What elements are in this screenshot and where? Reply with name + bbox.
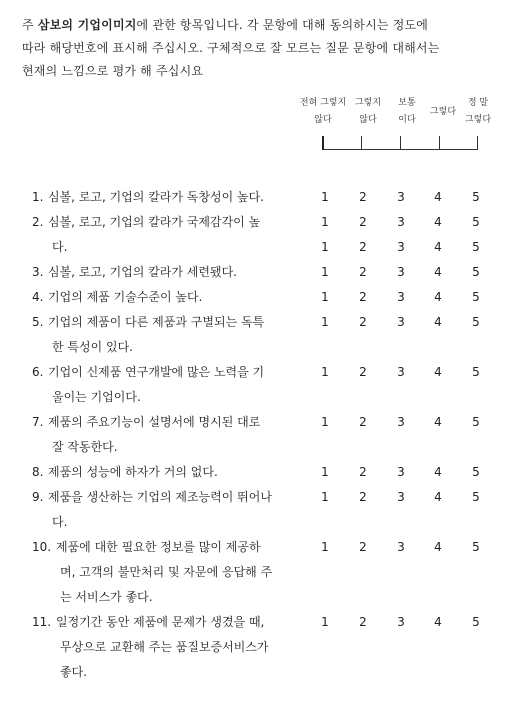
- rating-option[interactable]: 2: [359, 240, 367, 254]
- scale-header: [350, 95, 386, 129]
- scale-tick: [439, 136, 440, 150]
- question-number: 2.: [32, 215, 44, 229]
- rating-option[interactable]: 4: [434, 190, 442, 204]
- rating-option[interactable]: 4: [434, 265, 442, 279]
- instructions: [22, 14, 512, 83]
- rating-row: [0, 360, 526, 385]
- question-text: 다.: [52, 240, 68, 254]
- rating-row: [0, 210, 526, 235]
- rating-option[interactable]: 2: [359, 290, 367, 304]
- scale-header-line: 전혀 그렇지: [299, 98, 347, 108]
- rating-option[interactable]: 4: [434, 465, 442, 479]
- rating-option[interactable]: 5: [472, 265, 480, 279]
- rating-option[interactable]: 2: [359, 415, 367, 429]
- rating-option[interactable]: 3: [397, 240, 405, 254]
- question-text: 며, 고객의 불만처리 및 자문에 응답해 주: [60, 565, 273, 579]
- rating-option[interactable]: 1: [321, 540, 329, 554]
- rating-option[interactable]: 4: [434, 490, 442, 504]
- instructions-line-2: 따라 해당번호에 표시해 주십시오. 구체적으로 잘 모르는 질문 문항에 대해서는: [22, 41, 440, 55]
- question-text: 제품의 주요기능이 설명서에 명시된 대로: [48, 415, 261, 429]
- question-number: 3.: [32, 265, 44, 279]
- scale-header-line: 보통: [398, 98, 416, 108]
- rating-option[interactable]: 3: [397, 215, 405, 229]
- question-number: 11.: [32, 615, 52, 629]
- rating-row: [0, 285, 526, 310]
- scale-header-line: 않다: [359, 115, 377, 125]
- question-text: 심볼, 로고, 기업의 칼라가 독창성이 높다.: [48, 190, 264, 204]
- rating-option[interactable]: 2: [359, 615, 367, 629]
- rating-option[interactable]: 3: [397, 540, 405, 554]
- question-text: 기업이 신제품 연구개발에 많은 노력을 기: [48, 365, 265, 379]
- scale-header: [389, 95, 425, 129]
- scale-tick: [322, 136, 324, 150]
- question-number: 10.: [32, 540, 52, 554]
- scale-header-line: 않다: [314, 115, 332, 125]
- rating-option[interactable]: 1: [321, 215, 329, 229]
- question-number: 9.: [32, 490, 44, 504]
- rating-option[interactable]: 3: [397, 490, 405, 504]
- rating-option[interactable]: 3: [397, 190, 405, 204]
- rating-option[interactable]: 1: [321, 615, 329, 629]
- rating-option[interactable]: 2: [359, 265, 367, 279]
- question-number: 8.: [32, 465, 44, 479]
- rating-option[interactable]: 5: [472, 415, 480, 429]
- question-text: 기업의 제품 기술수준이 높다.: [48, 290, 203, 304]
- rating-option[interactable]: 1: [321, 290, 329, 304]
- rating-option[interactable]: 4: [434, 365, 442, 379]
- rating-option[interactable]: 4: [434, 290, 442, 304]
- rating-row: [0, 485, 526, 510]
- rating-row: [0, 460, 526, 485]
- rating-option[interactable]: 5: [472, 365, 480, 379]
- rating-option[interactable]: 4: [434, 240, 442, 254]
- rating-option[interactable]: 2: [359, 315, 367, 329]
- scale-tick: [361, 136, 362, 150]
- question-text: 한 특성이 있다.: [52, 340, 133, 354]
- rating-option[interactable]: 4: [434, 215, 442, 229]
- scale-header-line: 이다: [398, 115, 416, 125]
- scale-header: [425, 104, 461, 121]
- instructions-line-1: [22, 14, 512, 37]
- rating-option[interactable]: 5: [472, 240, 480, 254]
- rating-option[interactable]: 4: [434, 315, 442, 329]
- rating-option[interactable]: 5: [472, 615, 480, 629]
- rating-row: [0, 535, 526, 560]
- question-text: 심볼, 로고, 기업의 칼라가 세련됐다.: [48, 265, 237, 279]
- rating-option[interactable]: 2: [359, 540, 367, 554]
- rating-row: [0, 260, 526, 285]
- question-number: 1.: [32, 190, 44, 204]
- scale-tick: [477, 136, 478, 150]
- rating-option[interactable]: 4: [434, 540, 442, 554]
- scale-header: [460, 95, 496, 129]
- scale-header-line: 그렇다: [429, 107, 457, 117]
- rating-option[interactable]: 2: [359, 365, 367, 379]
- rating-option[interactable]: 5: [472, 490, 480, 504]
- rating-option[interactable]: 3: [397, 415, 405, 429]
- rating-option[interactable]: 1: [321, 415, 329, 429]
- question-text: 좋다.: [60, 665, 87, 679]
- scale-header-line: 그렇지: [354, 98, 382, 108]
- question-text: 제품의 성능에 하자가 거의 없다.: [48, 465, 218, 479]
- rating-row: [0, 185, 526, 210]
- question-text: 다.: [52, 515, 68, 529]
- rating-row: [0, 235, 526, 260]
- rating-option[interactable]: 5: [472, 190, 480, 204]
- rating-row: [0, 410, 526, 435]
- instructions-prefix: 주: [22, 18, 38, 32]
- rating-option[interactable]: 3: [397, 465, 405, 479]
- instructions-line-1-rest: 에 관한 항목입니다. 각 문항에 대해 동의하시는 정도에: [136, 18, 429, 32]
- rating-option[interactable]: 5: [472, 540, 480, 554]
- scale-header-line: 정 말: [467, 98, 489, 108]
- question-text: 기업의 제품이 다른 제품과 구별되는 독특: [48, 315, 265, 329]
- rating-option[interactable]: 1: [321, 265, 329, 279]
- rating-option[interactable]: 3: [397, 365, 405, 379]
- question-text: 무상으로 교환해 주는 품질보증서비스가: [60, 640, 269, 654]
- rating-option[interactable]: 2: [359, 190, 367, 204]
- question-text: 심볼, 로고, 기업의 칼라가 국제감각이 높: [48, 215, 261, 229]
- rating-row: [0, 610, 526, 635]
- rating-option[interactable]: 1: [321, 490, 329, 504]
- question-number: 4.: [32, 290, 44, 304]
- rating-option[interactable]: 3: [397, 615, 405, 629]
- question-number: 5.: [32, 315, 44, 329]
- instructions-subject: 삼보의 기업이미지: [37, 18, 137, 32]
- rating-option[interactable]: 3: [397, 265, 405, 279]
- rating-option[interactable]: 4: [434, 415, 442, 429]
- rating-option[interactable]: 4: [434, 615, 442, 629]
- rating-option[interactable]: 1: [321, 465, 329, 479]
- question-text: 울이는 기업이다.: [52, 390, 141, 404]
- question-text: 일정기간 동안 제품에 문제가 생겼을 때,: [56, 615, 265, 629]
- question-number: 7.: [32, 415, 44, 429]
- question-text: 제품에 대한 필요한 정보를 많이 제공하: [56, 540, 261, 554]
- question-text: 제품을 생산하는 기업의 제조능력이 뛰어나: [48, 490, 272, 504]
- question-number: 6.: [32, 365, 44, 379]
- rating-option[interactable]: 5: [472, 290, 480, 304]
- rating-option[interactable]: 1: [321, 365, 329, 379]
- rating-option[interactable]: 1: [321, 190, 329, 204]
- rating-option[interactable]: 5: [472, 315, 480, 329]
- question-text: 는 서비스가 좋다.: [60, 590, 153, 604]
- rating-option[interactable]: 5: [472, 465, 480, 479]
- scale-header-line: 그렇다: [464, 115, 492, 125]
- rating-option[interactable]: 3: [397, 315, 405, 329]
- rating-option[interactable]: 2: [359, 215, 367, 229]
- rating-option[interactable]: 2: [359, 465, 367, 479]
- scale-ruler: [322, 136, 478, 150]
- rating-option[interactable]: 3: [397, 290, 405, 304]
- rating-row: [0, 310, 526, 335]
- question-text: 잘 작동한다.: [52, 440, 118, 454]
- rating-option[interactable]: 1: [321, 315, 329, 329]
- instructions-line-3: 현재의 느낌으로 평가 해 주십시요: [22, 64, 204, 78]
- rating-option[interactable]: 2: [359, 490, 367, 504]
- rating-option[interactable]: 5: [472, 215, 480, 229]
- rating-option[interactable]: 1: [321, 240, 329, 254]
- scale-tick: [400, 136, 401, 150]
- scale-header: [296, 95, 350, 129]
